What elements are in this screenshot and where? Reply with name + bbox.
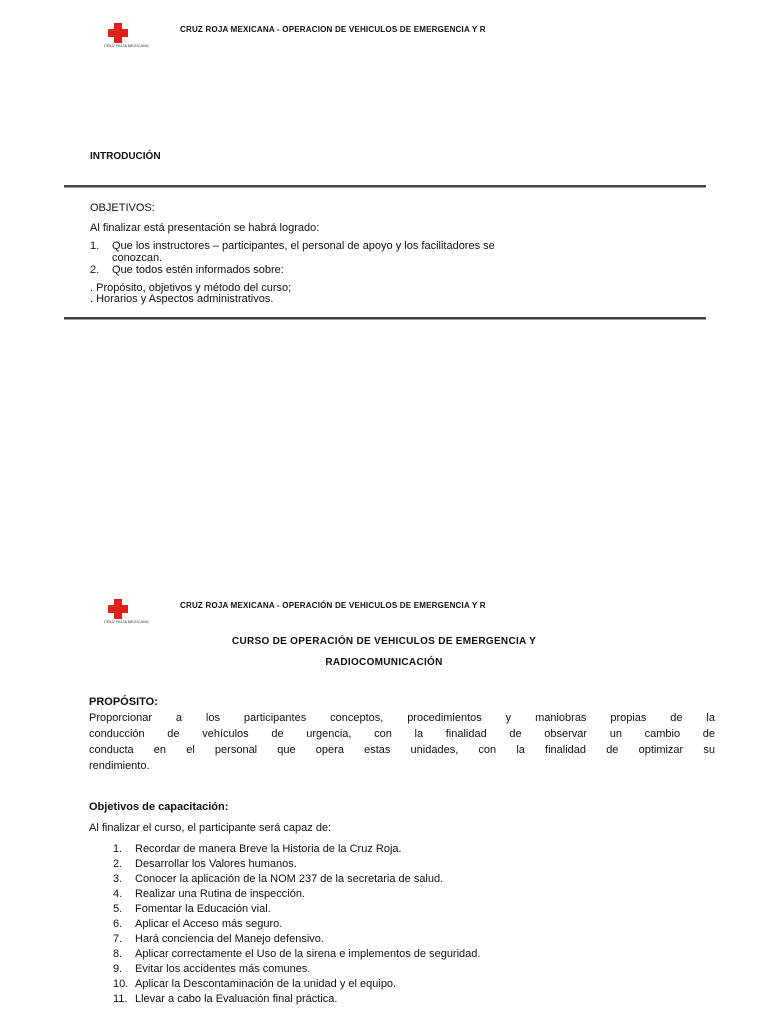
item-text: Aplicar la Descontaminación de la unidad y el equipo. — [135, 978, 397, 990]
item-text: Llevar a cabo la Evaluación final práctica. — [135, 993, 338, 1005]
list-item — [113, 857, 480, 872]
item-text: Conocer la aplicación de la NOM 237 de la secretaria de salud. — [135, 873, 444, 885]
item-text: Que los instructores – participantes, el personal de apoyo y los facilitadores se — [112, 240, 495, 252]
item-number: 4. — [113, 888, 123, 900]
item-text-cont: conozcan. — [112, 252, 163, 264]
list-item — [113, 887, 480, 902]
paragraph-line: Proporcionar a los participantes conceptos, procedimientos y maniobras propias de la — [89, 712, 715, 724]
course-title-line-2: RADIOCOMUNICACIÓN — [325, 657, 443, 668]
item-number: 7. — [113, 933, 123, 945]
item-text: Aplicar el Acceso más seguro. — [135, 918, 283, 930]
red-cross-icon-bar — [108, 29, 128, 37]
item-number: 1. — [113, 843, 123, 855]
list-item-continuation — [90, 252, 495, 264]
logo-caption: CRUZ ROJA MEXICANA — [104, 619, 149, 624]
item-number: 5. — [113, 903, 123, 915]
item-number: 1. — [90, 240, 100, 252]
paragraph-line: rendimiento. — [89, 760, 150, 772]
item-text: Fomentar la Educación vial. — [135, 903, 271, 915]
list-item — [113, 992, 480, 1007]
item-number: 2. — [113, 858, 123, 870]
bullet-line: . Horarios y Aspectos administrativos. — [90, 293, 274, 305]
objetivos-heading: Objetivos de capacitación: — [89, 801, 229, 813]
divider-bottom — [64, 317, 706, 319]
paragraph-line: conducción de vehículos de urgencia, con la finalidad de observar un cambio de — [89, 728, 715, 740]
item-text: Aplicar correctamente el Uso de la sirena e implementos de seguridad. — [135, 948, 481, 960]
item-number: 10. — [113, 978, 129, 990]
bullet-line: . Propósito, objetivos y método del curso; — [90, 282, 292, 294]
objetivos-intro: Al finalizar el curso, el participante será capaz de: — [89, 822, 332, 834]
objetivos-list — [113, 842, 480, 1007]
list-item — [90, 240, 495, 252]
intro-line: Al finalizar está presentación se habrá logrado: — [90, 222, 320, 234]
page-header: CRUZ ROJA MEXICANA - OPERACION DE VEHICULOS DE EMERGENCIA Y R — [180, 25, 486, 34]
item-number: 9. — [113, 963, 123, 975]
list-item — [113, 932, 480, 947]
list-item — [113, 902, 480, 917]
intro-list — [90, 240, 495, 276]
objetivos-label: OBJETIVOS: — [90, 202, 155, 214]
list-item — [113, 842, 480, 857]
item-text: Recordar de manera Breve la Historia de la Cruz Roja. — [135, 843, 402, 855]
list-item — [113, 977, 480, 992]
course-title-line-1: CURSO DE OPERACIÓN DE VEHICULOS DE EMERGENCIA Y — [231, 636, 537, 647]
divider-top — [64, 185, 706, 187]
section-title: INTRODUCIÓN — [90, 151, 161, 162]
logo-caption: CRUZ ROJA MEXICANA — [104, 43, 149, 48]
red-cross-icon-bar — [108, 605, 128, 613]
item-text: Desarrollar los Valores humanos. — [135, 858, 297, 870]
cruz-roja-logo — [102, 598, 149, 628]
proposito-heading: PROPÓSITO: — [89, 696, 158, 708]
list-item — [113, 962, 480, 977]
paragraph-line: conducta en el personal que opera estas unidades, con la finalidad de optimizar su — [89, 744, 715, 756]
item-number: 8. — [113, 948, 123, 960]
item-number: 3. — [113, 873, 123, 885]
item-number: 2. — [90, 264, 100, 276]
list-item — [90, 264, 495, 276]
item-number: 6. — [113, 918, 123, 930]
list-item — [113, 872, 480, 887]
list-item — [113, 947, 480, 962]
item-text: Hará conciencia del Manejo defensivo. — [135, 933, 324, 945]
list-item — [113, 917, 480, 932]
cruz-roja-logo — [102, 22, 149, 52]
item-number: 11. — [113, 993, 128, 1005]
proposito-paragraph — [89, 710, 715, 774]
item-text: Realizar una Rutina de inspección. — [135, 888, 305, 900]
page-header: CRUZ ROJA MEXICANA - OPERACIÓN DE VEHICULOS DE EMERGENCIA Y R — [180, 601, 486, 610]
item-text: Que todos estén informados sobre: — [112, 264, 284, 276]
item-text: Evitar los accidentes más comunes. — [135, 963, 311, 975]
